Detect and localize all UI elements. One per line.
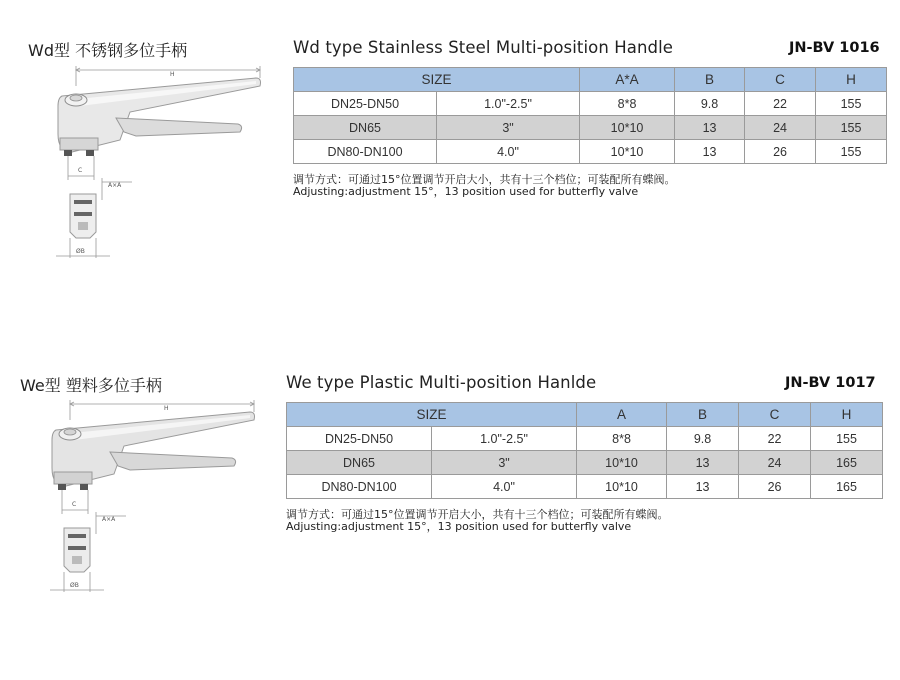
- cell-c: 22: [739, 427, 811, 451]
- adjusting-note-cn: 调节方式：可通过15°位置调节开启大小，共有十三个档位；可装配所有蝶阀。: [286, 508, 669, 521]
- table-header-row: [294, 68, 887, 92]
- dim-aa-label: A×A: [102, 516, 116, 523]
- cell-a: 8*8: [577, 427, 667, 451]
- cell-h: 165: [811, 451, 883, 475]
- cell-b: 13: [675, 140, 745, 164]
- header-c: C: [745, 68, 816, 92]
- dim-aa-label: A×A: [108, 182, 122, 189]
- product-title-cn: We型 塑料多位手柄: [20, 376, 162, 395]
- dim-h-label: H: [164, 405, 169, 412]
- product-code: JN-BV 1017: [785, 375, 876, 391]
- header-size: SIZE: [287, 403, 577, 427]
- spec-table: [293, 67, 887, 164]
- header-h: H: [816, 68, 887, 92]
- product-title-en: Wd type Stainless Steel Multi-position Handle: [293, 38, 674, 57]
- cell-c: 26: [739, 475, 811, 499]
- header-b: B: [675, 68, 745, 92]
- dim-ob-label: ØB: [70, 582, 79, 589]
- cell-size-inch: 4.0": [437, 140, 580, 164]
- cell-c: 24: [739, 451, 811, 475]
- table-row: [294, 140, 887, 164]
- cell-a: 10*10: [580, 140, 675, 164]
- cell-c: 26: [745, 140, 816, 164]
- cell-a: 10*10: [580, 116, 675, 140]
- cell-h: 155: [816, 92, 887, 116]
- table-row: [287, 475, 883, 499]
- cell-h: 165: [811, 475, 883, 499]
- header-size: SIZE: [294, 68, 580, 92]
- table-row: [294, 92, 887, 116]
- table-row: [294, 116, 887, 140]
- header-h: H: [811, 403, 883, 427]
- cell-size-dn: DN25-DN50: [294, 92, 437, 116]
- header-c: C: [739, 403, 811, 427]
- cell-a: 10*10: [577, 451, 667, 475]
- cell-b: 13: [675, 116, 745, 140]
- spec-table: [286, 402, 883, 499]
- cell-a: 10*10: [577, 475, 667, 499]
- dim-c-label: C: [72, 501, 77, 508]
- table-row: [287, 427, 883, 451]
- cell-h: 155: [816, 140, 887, 164]
- header-a: A: [577, 403, 667, 427]
- cell-size-dn: DN65: [287, 451, 432, 475]
- cell-size-inch: 3": [432, 451, 577, 475]
- cell-b: 9.8: [667, 427, 739, 451]
- cell-b: 9.8: [675, 92, 745, 116]
- cell-b: 13: [667, 451, 739, 475]
- header-a: A*A: [580, 68, 675, 92]
- dim-h-label: H: [170, 71, 175, 78]
- cell-size-dn: DN80-DN100: [287, 475, 432, 499]
- cell-h: 155: [816, 116, 887, 140]
- handle-drawing: [14, 394, 264, 604]
- product-code: JN-BV 1016: [789, 40, 880, 56]
- adjusting-note-en: Adjusting:adjustment 15°，13 position used for butterfly valve: [286, 520, 632, 533]
- table-header-row: [287, 403, 883, 427]
- cell-h: 155: [811, 427, 883, 451]
- cell-c: 22: [745, 92, 816, 116]
- header-b: B: [667, 403, 739, 427]
- handle-drawing: [20, 60, 270, 270]
- dim-ob-label: ØB: [76, 248, 85, 255]
- product-title-en: We type Plastic Multi-position Hanlde: [286, 373, 597, 392]
- cell-size-inch: 3": [437, 116, 580, 140]
- cell-c: 24: [745, 116, 816, 140]
- product-title-cn: Wd型 不锈钢多位手柄: [28, 41, 188, 60]
- product-section-we: [0, 336, 900, 666]
- cell-a: 8*8: [580, 92, 675, 116]
- adjusting-note-en: Adjusting:adjustment 15°，13 position used for butterfly valve: [293, 185, 639, 198]
- cell-b: 13: [667, 475, 739, 499]
- cell-size-inch: 4.0": [432, 475, 577, 499]
- cell-size-inch: 1.0"-2.5": [432, 427, 577, 451]
- dim-c-label: C: [78, 167, 83, 174]
- adjusting-note-cn: 调节方式：可通过15°位置调节开启大小，共有十三个档位；可装配所有蝶阀。: [293, 173, 676, 186]
- cell-size-inch: 1.0"-2.5": [437, 92, 580, 116]
- cell-size-dn: DN25-DN50: [287, 427, 432, 451]
- product-section-wd: [0, 0, 900, 330]
- table-row: [287, 451, 883, 475]
- cell-size-dn: DN80-DN100: [294, 140, 437, 164]
- cell-size-dn: DN65: [294, 116, 437, 140]
